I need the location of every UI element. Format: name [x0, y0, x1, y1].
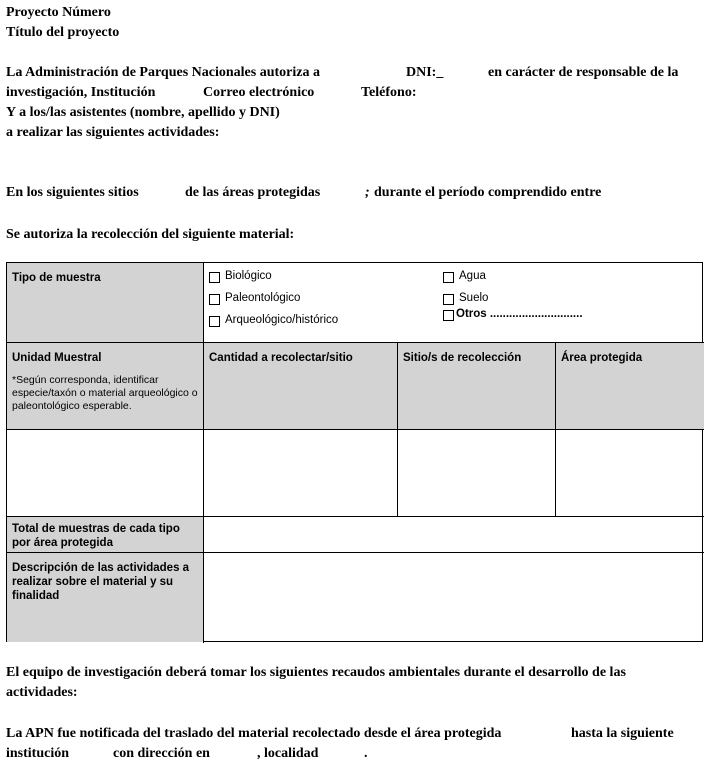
environmental-text-line1: El equipo de investigación deberá tomar los siguientes recaudos ambientales durante el desarrollo de las [6, 665, 626, 680]
description-label: Descripción de las actividades a realizar sobre el material y su finalidad [12, 562, 190, 602]
institution-text: institución [6, 746, 70, 761]
unit-note: *Según corresponda, identificar especie/taxón o material arqueológico o paleontológico esperable. [12, 374, 198, 412]
checkbox-otros[interactable] [443, 310, 454, 321]
checkbox-paleontologico[interactable] [209, 294, 220, 305]
sites-separator: ; [365, 185, 370, 200]
responsible-role-text: en carácter de responsable de la [488, 65, 679, 80]
sites-input-cell[interactable] [398, 430, 555, 516]
authorization-text-start: La Administración de Parques Nacionales autoriza a [6, 65, 320, 80]
option-label: Arqueológico/histórico [225, 314, 339, 326]
sample-type-label: Tipo de muestra [12, 272, 101, 284]
collection-intro: Se autoriza la recolección del siguiente material: [6, 227, 295, 242]
sites-header: Sitio/s de recolección [403, 352, 522, 364]
activities-label: a realizar las siguientes actividades: [6, 125, 220, 140]
checkbox-biologico[interactable] [209, 272, 220, 283]
sites-label: En los siguientes sitios [6, 185, 139, 200]
dni-label: DNI:_ [406, 65, 444, 80]
project-title-label: Título del proyecto [6, 25, 120, 40]
locality-label: , localidad [257, 746, 319, 761]
checkbox-agua[interactable] [443, 272, 454, 283]
total-input-cell[interactable] [204, 517, 702, 552]
option-label: Agua [459, 270, 486, 282]
apn-next-text: hasta la siguiente [571, 726, 674, 741]
project-number-label: Proyecto Número [6, 5, 111, 20]
checkbox-arqueologico[interactable] [209, 316, 220, 327]
checkbox-suelo[interactable] [443, 294, 454, 305]
description-input-cell[interactable] [204, 553, 702, 641]
collection-table [6, 262, 703, 642]
assistants-label: Y a los/las asistentes (nombre, apellido y DNI) [6, 105, 280, 120]
protected-areas-label: de las áreas protegidas [185, 185, 321, 200]
option-label: Otros ............................. [456, 308, 583, 320]
option-label: Biológico [225, 270, 272, 282]
period-label: durante el período comprendido entre [374, 185, 602, 200]
phone-label: Teléfono: [361, 85, 417, 100]
area-header: Área protegida [561, 352, 643, 364]
option-label: Paleontológico [225, 292, 301, 304]
unit-header: Unidad Muestral [12, 352, 102, 364]
final-period: . [364, 746, 368, 761]
option-label: Suelo [459, 292, 489, 304]
address-label: con dirección en [113, 746, 210, 761]
institution-label: investigación, Institución [6, 85, 156, 100]
apn-notification-text: La APN fue notificada del traslado del material recolectado desde el área protegida [6, 726, 502, 741]
area-input-cell[interactable] [556, 430, 702, 516]
environmental-text-line2: actividades: [6, 685, 78, 700]
email-label: Correo electrónico [203, 85, 315, 100]
quantity-header: Cantidad a recolectar/sitio [209, 352, 353, 364]
quantity-input-cell[interactable] [204, 430, 397, 516]
row-divider [7, 342, 704, 343]
total-label: Total de muestras de cada tipo por área protegida [12, 523, 180, 549]
unit-input-cell[interactable] [7, 430, 203, 516]
